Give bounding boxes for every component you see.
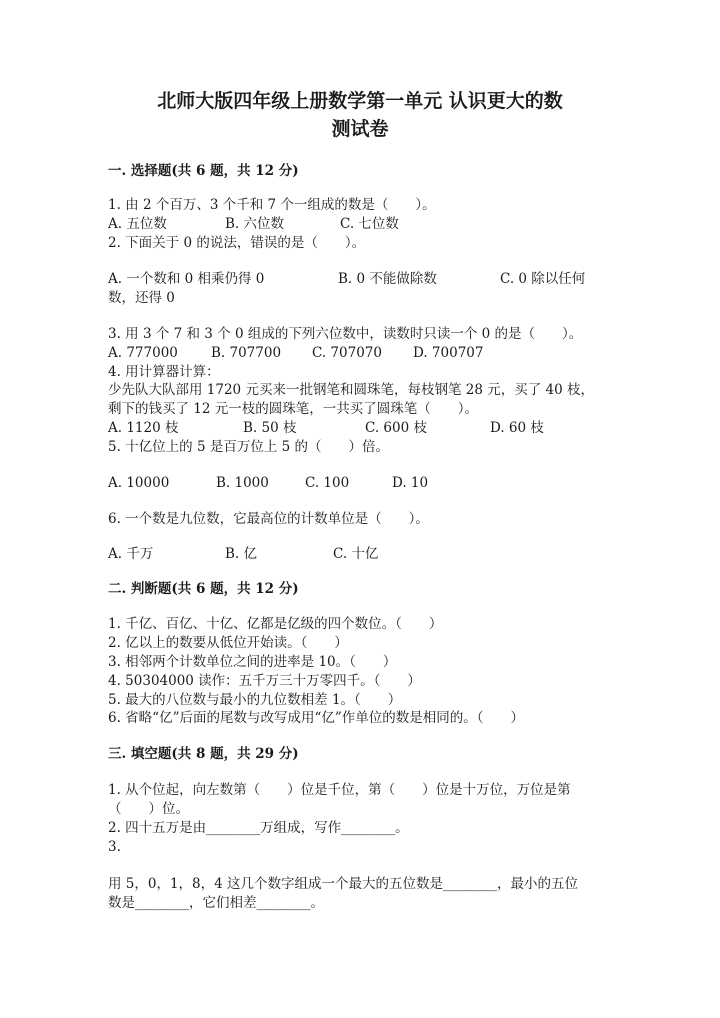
q3-option-d: D. 700707 xyxy=(413,345,484,361)
q6-option-c: C. 十亿 xyxy=(333,546,379,562)
q6-option-b: B. 亿 xyxy=(225,546,258,562)
judge-item-4: 4. 50304000 读作：五千万三十万零四千。（ ） xyxy=(108,673,421,689)
q6-option-a: A. 千万 xyxy=(108,546,154,562)
fill-q2: 2. 四十五万是由________万组成，写作________。 xyxy=(108,820,409,836)
q4-body-line1: 少先队大队部用 1720 元买来一批钢笔和圆珠笔，每枝钢笔 28 元，买了 40 枝， xyxy=(108,382,594,398)
q4-option-d: D. 60 枝 xyxy=(490,420,544,436)
fill-q3-number: 3. xyxy=(108,839,121,855)
section-1-heading: 一. 选择题(共 6 题，共 12 分) xyxy=(108,163,299,179)
fill-q1-line2: （ ）位。 xyxy=(108,801,189,817)
q2-option-c-cont: 数，还得 0 xyxy=(108,290,175,306)
q5-option-d: D. 10 xyxy=(392,475,429,491)
q1-option-c: C. 七位数 xyxy=(340,216,399,232)
q2-option-b: B. 0 不能做除数 xyxy=(338,271,437,287)
q1-stem: 1. 由 2 个百万、3 个千和 7 个一组成的数是（ ）。 xyxy=(108,197,436,213)
fill-q3-line1: 用 5，0，1，8，4 这几个数字组成一个最大的五位数是________，最小的五位 xyxy=(108,876,579,892)
q6-stem: 6. 一个数是九位数，它最高位的计数单位是（ ）。 xyxy=(108,511,429,527)
q3-stem: 3. 用 3 个 7 和 3 个 0 组成的下列六位数中，读数时只读一个 0 的是（ ）。 xyxy=(108,326,583,342)
q4-body-line2: 剩下的钱买了 12 元一枝的圆珠笔，一共买了圆珠笔（ ）。 xyxy=(108,401,479,417)
q4-stem: 4. 用计算器计算： xyxy=(108,364,220,380)
q4-option-c: C. 600 枝 xyxy=(365,420,427,436)
q1-option-b: B. 六位数 xyxy=(225,216,285,232)
q5-option-c: C. 100 xyxy=(305,475,350,491)
page-title: 北师大版四年级上册数学第一单元 认识更大的数 xyxy=(157,90,563,112)
q2-stem: 2. 下面关于 0 的说法，错误的是（ ）。 xyxy=(108,235,366,251)
page-title-line2: 测试卷 xyxy=(331,118,389,140)
q3-option-a: A. 777000 xyxy=(108,345,178,361)
q1-option-a: A. 五位数 xyxy=(108,216,167,232)
q2-option-a: A. 一个数和 0 相乘仍得 0 xyxy=(108,271,265,287)
section-2-heading: 二. 判断题(共 6 题，共 12 分) xyxy=(108,581,299,597)
q5-option-b: B. 1000 xyxy=(216,475,269,491)
judge-item-2: 2. 亿以上的数要从低位开始读。（ ） xyxy=(108,635,348,651)
fill-q3-line2: 数是________，它们相差________。 xyxy=(108,895,324,911)
judge-item-5: 5. 最大的八位数与最小的九位数相差 1。（ ） xyxy=(108,692,402,708)
judge-item-6: 6. 省略“亿”后面的尾数与改写成用“亿”作单位的数是相同的。（ ） xyxy=(108,710,525,726)
q5-option-a: A. 10000 xyxy=(108,475,170,491)
q5-stem: 5. 十亿位上的 5 是百万位上 5 的（ ）倍。 xyxy=(108,439,390,455)
q4-option-a: A. 1120 枝 xyxy=(108,420,179,436)
q3-option-c: C. 707070 xyxy=(312,345,382,361)
q4-option-b: B. 50 枝 xyxy=(243,420,297,436)
q3-option-b: B. 707700 xyxy=(211,345,282,361)
fill-q1-line1: 1. 从个位起，向左数第（ ）位是千位，第（ ）位是十万位，万位是第 xyxy=(108,782,571,798)
section-3-heading: 三. 填空题(共 8 题，共 29 分) xyxy=(108,746,299,762)
judge-item-1: 1. 千亿、百亿、十亿、亿都是亿级的四个数位。（ ） xyxy=(108,616,443,632)
judge-item-3: 3. 相邻两个计数单位之间的进率是 10。（ ） xyxy=(108,654,397,670)
q2-option-c: C. 0 除以任何 xyxy=(500,271,586,287)
